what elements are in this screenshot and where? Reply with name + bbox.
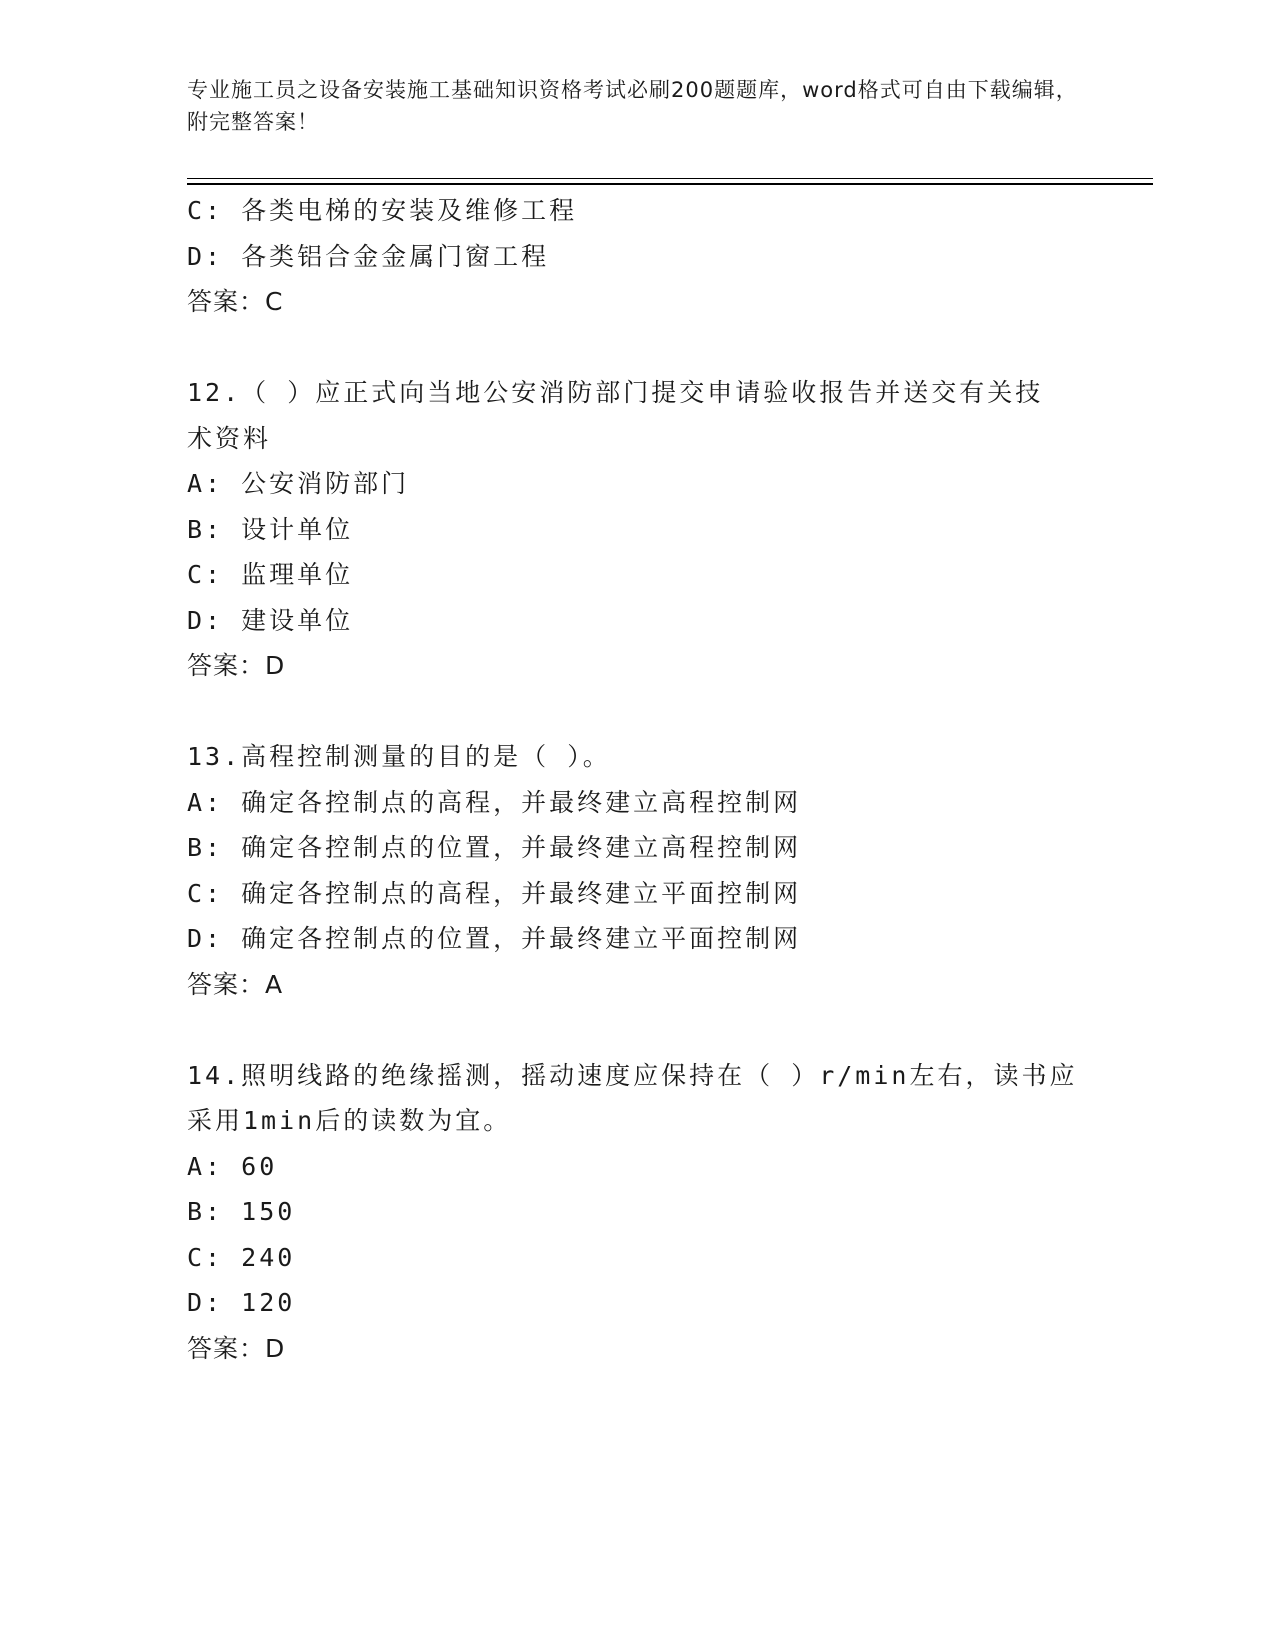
answer: 答案：D [187, 1333, 286, 1363]
question-14 [187, 1053, 1087, 1372]
header-rule-thin [187, 178, 1153, 179]
header-rule-thick [187, 183, 1153, 185]
option-a: A: 公安消防部门 [187, 469, 410, 498]
spacer [187, 1007, 1087, 1053]
option-c: C: 监理单位 [187, 560, 354, 589]
spacer [187, 325, 1087, 371]
option-b: B: 设计单位 [187, 514, 354, 544]
answer: 答案：D [187, 651, 286, 680]
answer: 答案：C [187, 287, 284, 316]
question-stem: 12.（ ）应正式向当地公安消防部门提交申请验收报告并送交有关技 [187, 378, 1044, 407]
header-title: 专业施工员之设备安装施工基础知识资格考试必刷200题题库，word格式可自由下载编辑，附完整答案！ [187, 78, 1078, 134]
document-header [187, 74, 1087, 138]
option-d: D: 各类铝合金金属门窗工程 [187, 241, 550, 271]
option-d: D: 建设单位 [187, 605, 354, 635]
option-c: C: 各类电梯的安装及维修工程 [187, 196, 578, 225]
question-stem-continued: 采用1min后的读数为宜。 [187, 1106, 512, 1135]
option-d: D: 确定各控制点的位置，并最终建立平面控制网 [187, 924, 802, 953]
option-a: A: 60 [187, 1151, 278, 1181]
option-b: B: 150 [187, 1197, 296, 1226]
option-b: B: 确定各控制点的位置，并最终建立高程控制网 [187, 833, 802, 862]
option-c: C: 确定各控制点的高程，并最终建立平面控制网 [187, 878, 802, 908]
question-13 [187, 734, 1087, 1007]
question-stem-continued: 术资料 [187, 423, 272, 453]
option-c: C: 240 [187, 1242, 296, 1272]
question-11-tail [187, 188, 1087, 325]
option-d: D: 120 [187, 1288, 296, 1317]
spacer [187, 689, 1087, 735]
answer: 答案：A [187, 969, 284, 999]
question-stem: 13.高程控制测量的目的是（ ）。 [187, 742, 611, 771]
question-12 [187, 370, 1087, 689]
question-list [187, 188, 1087, 1371]
option-a: A: 确定各控制点的高程，并最终建立高程控制网 [187, 787, 802, 817]
question-stem: 14.照明线路的绝缘摇测，摇动速度应保持在（ ）r/min左右，读书应 [187, 1060, 1078, 1090]
